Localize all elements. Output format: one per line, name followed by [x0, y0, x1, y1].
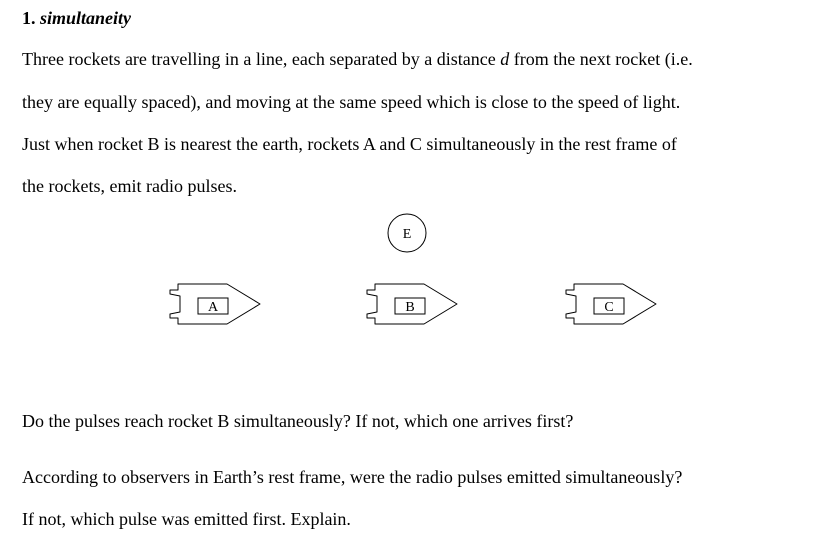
- earth-marker: [388, 214, 426, 252]
- rocket-c-label: C: [604, 300, 614, 315]
- question-2-line-1: According to observers in Earth’s rest frame, were the radio pulses emitted simultaneously?: [22, 467, 683, 487]
- intro-line-2: they are equally spaced), and moving at the same speed which is close to the speed of light.: [22, 92, 681, 112]
- earth-label: E: [402, 227, 412, 242]
- question-2-line-2: If not, which pulse was emitted first. Explain.: [22, 509, 351, 529]
- intro-line-1-text-a: Three rockets are travelling in a line, each separated by a distance: [22, 49, 501, 69]
- rocket-c: [566, 284, 656, 324]
- intro-line-1-text-b: from the next rocket (i.e.: [509, 49, 693, 69]
- rocket-a-label: A: [207, 300, 219, 315]
- rocket-b: [367, 284, 457, 324]
- rocket-a: [170, 284, 260, 324]
- intro-line-4: the rockets, emit radio pulses.: [22, 176, 237, 196]
- question-1: Do the pulses reach rocket B simultaneously? If not, which one arrives first?: [22, 411, 574, 431]
- rocket-b-label: B: [405, 300, 415, 315]
- distance-variable: d: [500, 49, 510, 69]
- problem-number: 1.: [22, 8, 36, 28]
- intro-line-3: Just when rocket B is nearest the earth, rockets A and C simultaneously in the rest frame of: [22, 134, 677, 154]
- problem-title: simultaneity: [40, 8, 132, 28]
